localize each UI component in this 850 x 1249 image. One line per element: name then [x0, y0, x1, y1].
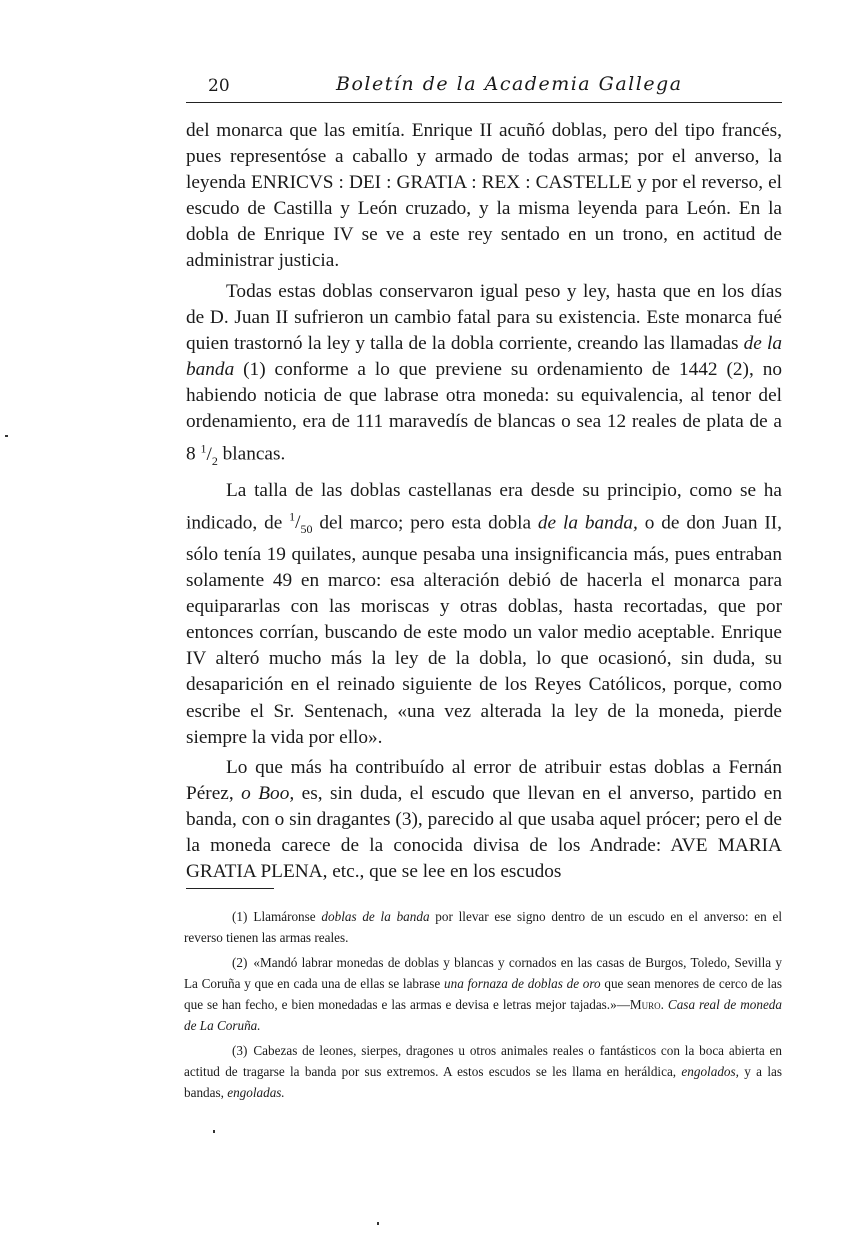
footnote-1: (1) Llamáronse doblas de la banda por llevar ese signo dentro de un escudo en el anverso: en el reverso tienen las armas reales. — [184, 909, 783, 945]
fraction-one-half: $^1/_2$ — [200, 441, 218, 468]
page-number: 20 — [208, 76, 230, 96]
footnote-2: (2) «Mandó labrar monedas de doblas y blancas y cornados en las casas de Burgos, Toledo, Sevilla y La Coruña y que en cada una de ellas se labrase una fornaza de doblas de oro que sean menores de cerco de las que se han fecho, e bien monedadas e las armas e devisa e letras mejor tajadas.»—Muro. Casa real de moneda de La Coruña. — [184, 955, 782, 1033]
fraction-one-fiftieth: $^1/_{50}$ — [289, 509, 313, 536]
print-speck — [5, 435, 8, 437]
print-speck — [213, 1130, 215, 1133]
footnote-3: (3) Cabezas de leones, sierpes, dragones u otros animales reales o fantásticos con la boca abierta en actitud de tragarse la banda por sus extremos. A estos escudos se les llama en heráldica, engolados, y a las bandas, engoladas. — [184, 1043, 782, 1100]
paragraph-2: Todas estas doblas conservaron igual peso y ley, hasta que en los días de D. Juan II sufrieron un cambio fatal para su existencia. Este monarca fué quien trastornó la ley y talla de la dobla corriente, creando las llamadas de la banda (1) conforme a lo que previene su ordenamiento de 1442 (2), no habiendo noticia de que labrase otra moneda: su equivalencia, al tenor del ordenamiento, era de 111 maravedís de blancas o sea 12 reales de plata de a 8 $^1/_2$ blancas. — [186, 280, 782, 468]
page-header — [186, 72, 782, 103]
emphasis: de la banda, — [537, 512, 638, 534]
print-speck — [377, 1222, 379, 1225]
emphasis: de la banda — [186, 332, 782, 380]
paragraph-1: del monarca que las emitía. Enrique II acuñó doblas, pero del tipo francés, pues representóse a caballo y armado de todas armas; por el anverso, la leyenda ENRICVS : DEI : GRATIA : REX : CASTELLE y por el reverso, el escudo de Castilla y León cruzado, y la misma leyenda para León. En la dobla de Enrique IV se ve a este rey sentado en un trono, en actitud de administrar justicia. — [186, 120, 782, 272]
paragraph-3: La talla de las doblas castellanas era desde su principio, como se ha indicado, de $^1/_{50}$ del marco; pero esta dobla de la banda, o de don Juan II, sólo tenía 19 quilates, aunque pesaba una insignificancia más, pues entraban solamente 49 en marco: esa alteración debió de hacerla el monarca para equipararlas con las moriscas y otras doblas, hasta recortadas, que por entonces corrían, buscando de este modo un valor medio aceptable. Enrique IV alteró mucho más la ley de la dobla, lo que ocasionó, sin duda, su desaparición en el reinado siguiente de los Reyes Católicos, porque, como escribe el Sr. Sentenach, «una vez alterada la ley de la moneda, pierde siempre la vida por ello». — [186, 479, 782, 748]
body-text — [186, 118, 782, 889]
footnote-divider — [186, 888, 274, 889]
emphasis: o Boo, — [241, 782, 295, 804]
paragraph-4: Lo que más ha contribuído al error de atribuir estas doblas a Fernán Pérez, o Boo, es, sin duda, el escudo que llevan en el anverso, partido en banda, con o sin dragantes (3), parecido al que usaba aquel prócer; pero el de la moneda carece de la conocida divisa de los Andrade: AVE MARIA GRATIA PLENA, etc., que se lee en los escudos — [186, 756, 782, 883]
footnotes — [184, 906, 782, 1107]
running-title: Boletín de la Academia Gallega — [336, 73, 683, 95]
